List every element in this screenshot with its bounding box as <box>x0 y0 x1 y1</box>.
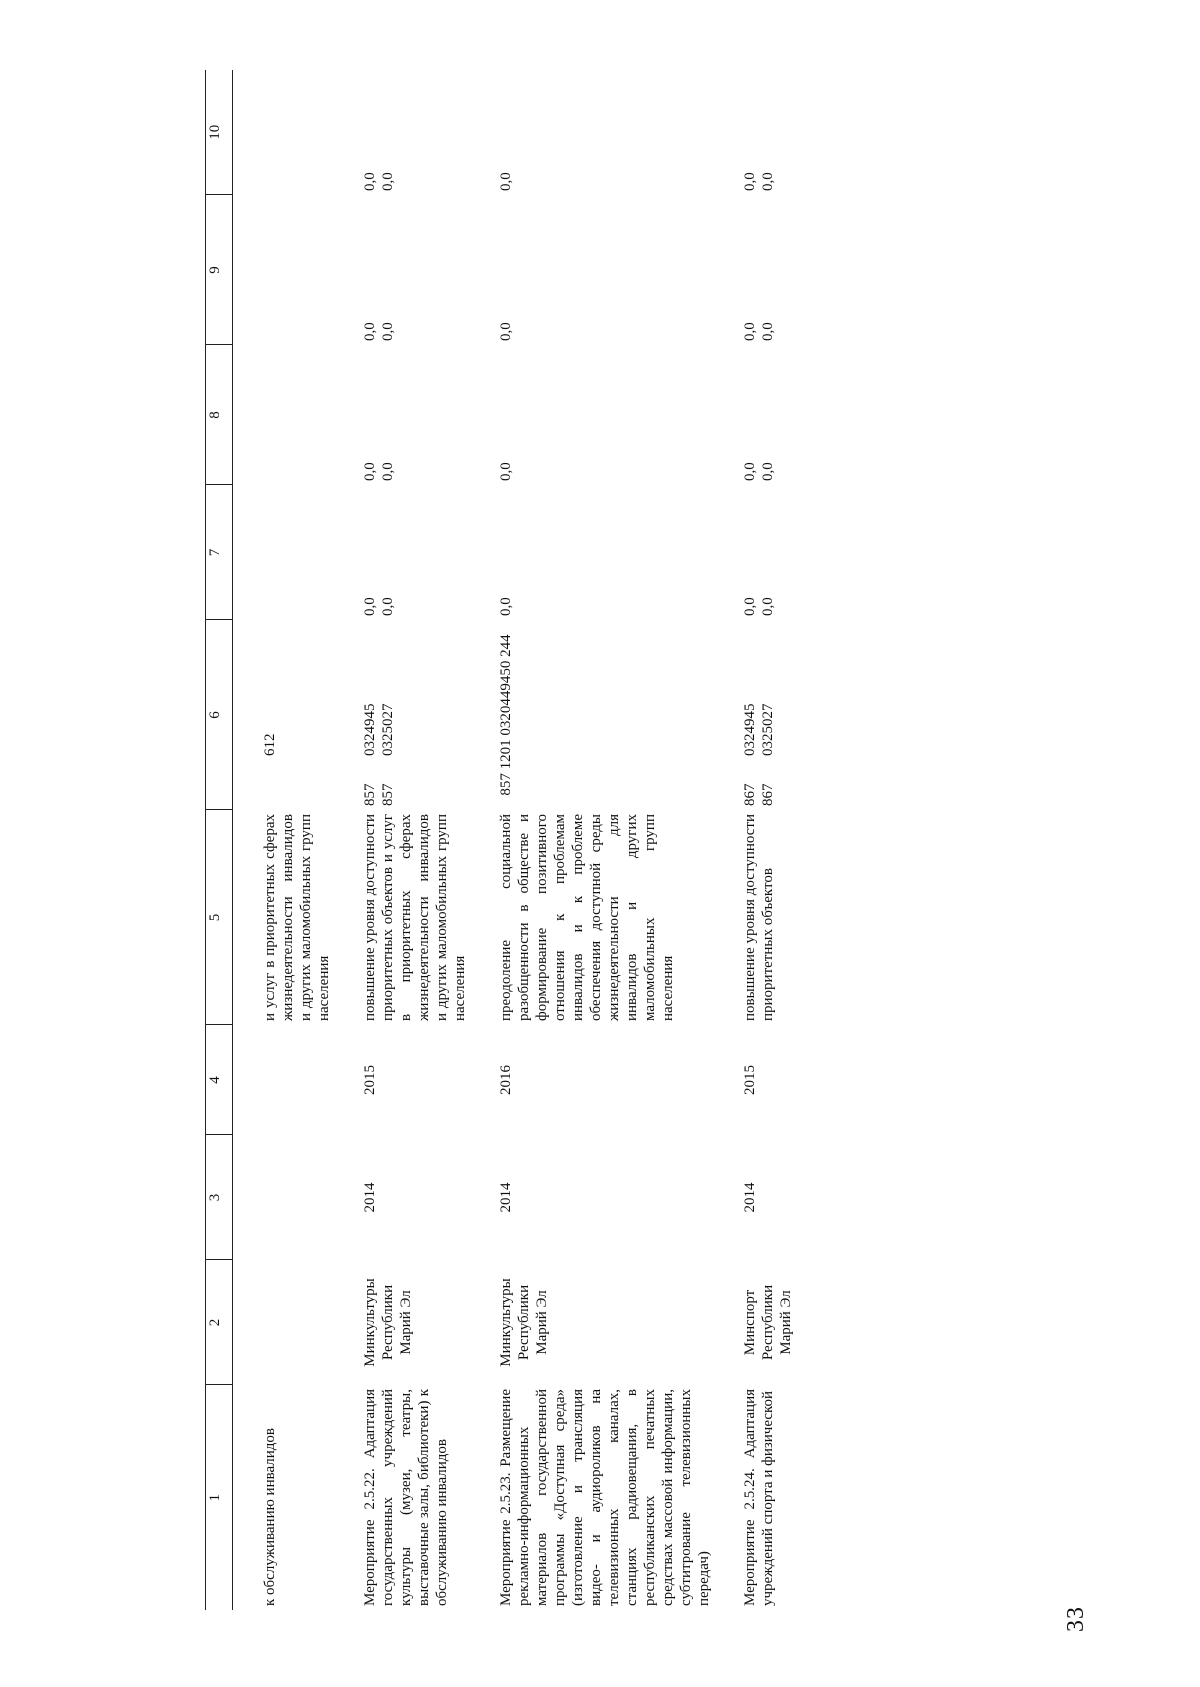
col-header-10: 10 <box>206 70 233 195</box>
activity-cell: Мероприятие 2.5.24. Адаптация учреждений спорта и физической <box>742 1389 776 1606</box>
result-cell: и услуг в приоритетных сферах жизнедеятельности инвалидов и других маломобильных групп населения <box>262 814 332 1021</box>
program-activities-table <box>205 70 795 1610</box>
table-row <box>261 70 333 1610</box>
end-year-cell: 2016 <box>498 1065 514 1095</box>
start-year-cell: 2014 <box>362 1182 378 1213</box>
start-year-cell: 2014 <box>742 1182 758 1213</box>
value-cell-9: 0,0 0,0 <box>742 322 776 341</box>
col-header-4: 4 <box>206 1025 233 1135</box>
header-row <box>206 70 233 1610</box>
budget-code-a-cell <box>261 760 333 810</box>
end-year-cell <box>261 1025 333 1135</box>
value-cell-9 <box>261 195 333 345</box>
value-cell-10 <box>261 70 333 195</box>
value-cell-10: 0,0 0,0 <box>362 172 396 191</box>
executor-cell: Минкультуры Республики Марий Эл <box>498 1278 550 1367</box>
start-year-cell <box>261 1135 333 1260</box>
col-header-8: 8 <box>206 345 233 485</box>
col-header-3: 3 <box>206 1135 233 1260</box>
end-year-cell: 2015 <box>362 1065 378 1095</box>
col-header-2: 2 <box>206 1260 233 1385</box>
col-header-9: 9 <box>206 195 233 345</box>
rotated-table-wrapper <box>205 70 1030 1610</box>
budget-code-b-cell: 0324945 0325027 <box>742 703 776 756</box>
value-cell-9: 0,0 0,0 <box>362 322 396 341</box>
value-cell-7 <box>261 485 333 620</box>
activity-cell: к обслуживанию инвалидов <box>262 1427 278 1606</box>
value-cell-10: 0,0 0,0 <box>742 172 776 191</box>
table-row <box>497 70 713 1610</box>
value-cell-7: 0,0 0,0 <box>742 597 776 616</box>
value-cell-10: 0,0 <box>498 172 514 191</box>
table-row <box>361 70 469 1610</box>
value-cell-8: 0,0 <box>498 462 514 481</box>
budget-code-b-cell: 612 <box>262 733 278 756</box>
value-cell-8: 0,0 0,0 <box>362 462 396 481</box>
value-cell-7: 0,0 <box>498 597 514 616</box>
value-cell-9: 0,0 <box>498 322 514 341</box>
budget-code-cell: 857 1201 0320449450 244 <box>498 634 514 796</box>
budget-code-a-cell: 857 857 <box>362 783 396 806</box>
result-cell: преодоление социальной разобщенности в обществе и формирование позитивного отношения к проблемам инвалидов и к проблеме обеспечения доступной среды жизнедеятельности для инвалидов и других маломобильных групп населения <box>498 814 676 1021</box>
col-header-1: 1 <box>206 1385 233 1610</box>
executor-cell <box>261 1260 333 1385</box>
result-cell: повышение уровня доступности приоритетных объектов <box>742 814 776 1021</box>
activity-cell: Мероприятие 2.5.22. Адаптация государственных учреждений культуры (музеи, театры, выставочные залы, библиотеки) к обслуживанию инвалидов <box>362 1389 450 1606</box>
executor-cell: Минкультуры Республики Марий Эл <box>362 1278 414 1367</box>
table-row <box>741 70 795 1610</box>
col-header-7: 7 <box>206 485 233 620</box>
result-cell: повышение уровня доступности приоритетных объектов и услуг в приоритетных сферах жизнедеятельности инвалидов и других маломобильных групп населения <box>362 814 468 1021</box>
executor-cell: Минспорт Республики Марий Эл <box>742 1284 794 1361</box>
value-cell-8 <box>261 345 333 485</box>
end-year-cell: 2015 <box>742 1065 758 1095</box>
activity-cell: Мероприятие 2.5.23. Размещение рекламно-информационных материалов государственной программы «Доступная среда» (изготовление и трансляция видео- и аудиороликов на телевизионных каналах, станциях радиовещания, в республиканских печатных средствах массовой информации, субтитрование телевизионных передач) <box>498 1389 712 1606</box>
value-cell-7: 0,0 0,0 <box>362 597 396 616</box>
col-header-6: 6 <box>206 620 233 810</box>
value-cell-8: 0,0 0,0 <box>742 462 776 481</box>
budget-code-a-cell: 867 867 <box>742 783 776 806</box>
col-header-5: 5 <box>206 810 233 1025</box>
page-number: 33 <box>1063 1606 1089 1632</box>
start-year-cell: 2014 <box>498 1182 514 1213</box>
budget-code-b-cell: 0324945 0325027 <box>362 703 396 756</box>
